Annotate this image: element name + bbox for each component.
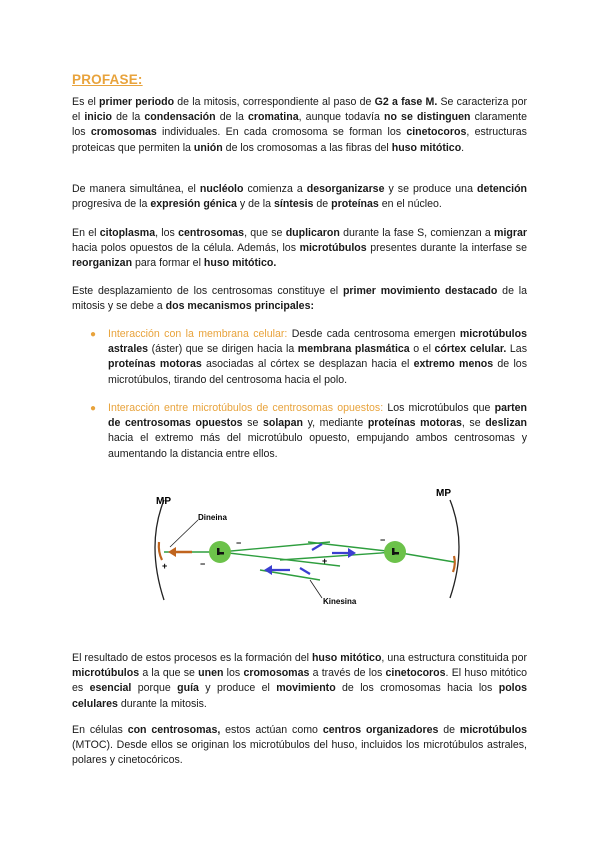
membrane-right	[450, 500, 459, 598]
b1-run: proteínas motoras	[108, 358, 202, 371]
kinesin-arrow-bottom-head	[264, 565, 272, 575]
p3-run: , los	[155, 227, 179, 239]
p1-run: de los cromosomas a las fibras del	[222, 141, 392, 154]
paragraph-5	[72, 651, 527, 712]
kinesin-motor-1	[312, 544, 322, 550]
p2-run: en el núcleo.	[378, 198, 442, 211]
b1-run: asociadas al córtex se desplazan hacia el	[201, 358, 414, 371]
centriole-right-b	[392, 552, 399, 555]
b1-run: membrana plasmática	[297, 343, 410, 356]
minus-right: −	[380, 535, 386, 545]
p1-run: cinetocoros	[406, 126, 467, 139]
centriole-left-b	[217, 552, 224, 555]
b2-run: Los microtúbulos que	[383, 402, 495, 414]
b2-run: Interacción entre microtúbulos de centrosomas opuestos:	[108, 402, 384, 414]
p3-run: reorganizan	[72, 257, 133, 270]
plus-center: +	[322, 556, 328, 566]
p2-run: comienza a	[243, 183, 307, 195]
p5-run: y produce el	[198, 682, 277, 695]
p5-run: esencial	[89, 682, 132, 695]
p1-run: G2 a fase M.	[374, 96, 438, 108]
p2-run: de	[313, 198, 332, 211]
kinesin-arrow-top-head	[348, 548, 356, 558]
p3-run: citoplasma	[99, 227, 156, 239]
p1-run: de la mitosis, correspondiente al paso de	[174, 96, 375, 108]
b1-run: Las	[506, 343, 527, 356]
b1-run: o el	[409, 343, 435, 356]
b1-run: córtex celular.	[434, 343, 507, 356]
p5-run: . El huso mitótico es	[72, 667, 528, 695]
b2-run: parten de centrosomas opuestos	[108, 402, 527, 430]
p1-run: , estructuras proteicas que permiten la	[72, 126, 527, 154]
p1-run: de la	[112, 111, 145, 124]
b1-run: Interacción con la membrana celular:	[108, 328, 288, 340]
p2-run: De manera simultánea, el	[72, 183, 200, 195]
paragraph-1	[72, 95, 527, 156]
p5-run: a la que se	[139, 667, 199, 680]
b1-run: Desde cada centrosoma emergen	[287, 328, 460, 340]
p1-run: inicio	[84, 111, 113, 124]
p5-run: El resultado de estos procesos es la formación del	[72, 652, 312, 664]
p1-run: primer periodo	[99, 96, 175, 108]
bullet-1-text	[108, 327, 527, 388]
p5-run: cinetocoros	[385, 667, 446, 680]
p3-run: hacia polos opuestos de la célula. Además, los	[72, 242, 300, 255]
p3-run: para formar el	[132, 257, 204, 270]
p6-run: En células	[72, 724, 128, 736]
p1-run: no se distinguen	[384, 111, 471, 124]
p3-run: duplicaron	[285, 227, 340, 239]
b2-run: deslizan	[485, 417, 528, 430]
kinesin-label: Kinesina	[323, 597, 357, 606]
kinesin-motor-2	[300, 568, 310, 574]
mp-right-label: MP	[436, 488, 451, 499]
p5-run: huso mitótico	[311, 652, 382, 664]
p5-run: , una estructura constituida por	[381, 652, 527, 664]
b2-run: se	[242, 417, 263, 430]
p1-run: de la	[215, 111, 248, 124]
p5-run: durante la mitosis.	[117, 697, 207, 710]
p1-run: individuales. En cada cromosoma se forman los	[156, 126, 407, 139]
p6-run: (MTOC). Desde ellos se originan los microtúbulos del huso, incluidos los microtúbulos astrales, polares y cinetocóricos.	[72, 739, 527, 767]
p5-run: de los cromosomas hacia los	[335, 682, 499, 695]
p1-run: huso mitótico	[391, 141, 462, 154]
p2-run: proteínas	[331, 198, 379, 211]
b1-run: extremo menos	[413, 358, 494, 371]
p2-run: y se produce una	[384, 183, 477, 195]
b2-run: solapan	[262, 417, 303, 430]
p3-run: centrosomas	[178, 227, 245, 239]
paragraph-6	[72, 723, 527, 769]
b2-run: , se	[461, 417, 486, 430]
bullet-2-text	[108, 401, 527, 462]
p6-run: microtúbulos	[459, 724, 528, 736]
cortex-segment-right	[453, 556, 455, 572]
p2-run: detención	[476, 183, 528, 195]
paragraph-3	[72, 226, 527, 272]
p1-run: condensación	[144, 111, 216, 124]
p5-run: a través de los	[309, 667, 386, 680]
p1-run: .	[461, 141, 465, 154]
spindle-diagram	[150, 480, 470, 620]
p2-run: expresión génica	[150, 198, 237, 211]
mp-left-label: MP	[156, 496, 171, 507]
b2-run: proteínas motoras	[367, 417, 462, 430]
p1-run: claramente los	[72, 111, 528, 139]
p3-run: , que se	[244, 227, 286, 239]
p2-run: y de la	[236, 198, 274, 211]
paragraph-2	[72, 182, 527, 212]
p5-run: guía	[177, 682, 199, 695]
minus-left: −	[200, 559, 206, 569]
p1-run: cromosomas	[90, 126, 157, 139]
bullet-2-marker: ●	[90, 403, 97, 414]
p5-run: cromosomas	[243, 667, 310, 680]
p3-run: microtúbulos	[299, 242, 367, 255]
p5-run: los	[223, 667, 244, 680]
p1-run: cromatina	[247, 111, 299, 124]
p1-run: unión	[193, 141, 223, 154]
p2-run: síntesis	[274, 198, 314, 211]
p5-run: porque	[131, 682, 178, 695]
b2-run: y, mediante	[303, 417, 368, 430]
paragraph-4	[72, 284, 527, 314]
p3-run: En el	[72, 227, 100, 239]
dynein-pointer	[170, 520, 198, 547]
dynein-label: Dineina	[198, 513, 227, 522]
b1-run: microtúbulos astrales	[108, 328, 527, 356]
p4-run: primer movimiento destacado	[342, 285, 498, 297]
kinesin-pointer	[310, 580, 322, 598]
b1-run: (áster) que se dirigen hacia la	[148, 343, 298, 356]
p2-run: nucléolo	[199, 183, 244, 195]
p2-run: desorganizarse	[306, 183, 385, 195]
p1-run: Es el	[72, 96, 100, 108]
p4-run: de la mitosis y se debe a	[72, 285, 528, 313]
plus-left: +	[162, 561, 168, 571]
p5-run: movimiento	[276, 682, 336, 695]
p1-run: , aunque todavía	[298, 111, 384, 124]
p3-run: huso mitótico.	[203, 257, 277, 270]
p4-run: Este desplazamiento de los centrosomas constituye el	[72, 285, 343, 297]
bullet-1-marker: ●	[90, 329, 97, 340]
p5-run: unen	[198, 667, 224, 680]
p1-run: Se caracteriza por el	[72, 96, 527, 124]
p2-run: progresiva de la	[72, 198, 151, 211]
p3-run: presentes durante la interfase se	[366, 242, 527, 255]
minus-center-left: −	[236, 538, 242, 548]
p6-run: con centrosomas,	[127, 724, 221, 736]
p3-run: durante la fase S, comienzan a	[339, 227, 495, 239]
dynein-arrow-head	[168, 547, 176, 557]
p4-run: dos mecanismos principales:	[165, 300, 314, 313]
b1-run: de los microtúbulos, tirando del centrosoma hacia el polo.	[108, 358, 527, 386]
cortex-segment-left	[159, 542, 162, 560]
b2-run: hacia el extremo más del microtúbulo opuesto, empujando ambos centrosomas y aumentando la distancia entre ellos.	[108, 432, 527, 460]
p6-run: de	[438, 724, 460, 736]
p5-run: microtúbulos	[72, 667, 140, 680]
p6-run: estos actúan como	[220, 724, 323, 736]
p6-run: centros organizadores	[322, 724, 439, 736]
section-title: PROFASE:	[72, 72, 143, 87]
p3-run: migrar	[494, 227, 528, 239]
p5-run: polos celulares	[72, 682, 527, 710]
